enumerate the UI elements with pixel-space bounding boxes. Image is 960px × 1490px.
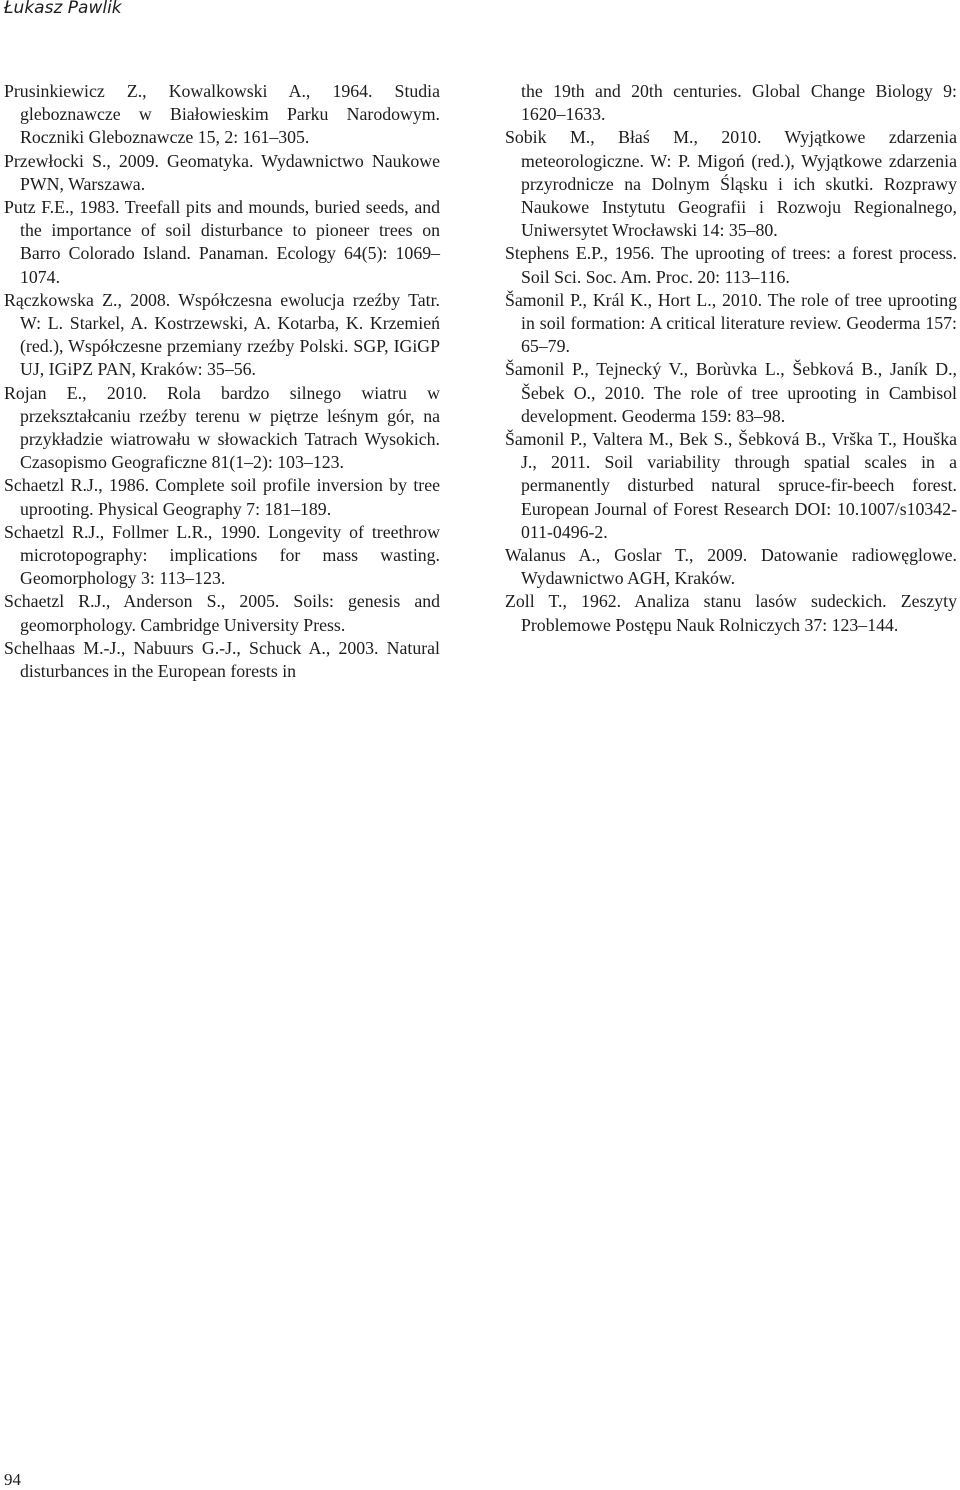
reference-entry: Sobik M., Błaś M., 2010. Wyjątkowe zdarzenia meteorologiczne. W: P. Migoń (red.), Wyjątkowe zdarzenia przyrodnicze na Dolnym Śląsku i ich skutki. Rozprawy Naukowe Instytutu Geografii i Rozwoju Regionalnego, Uniwersytet Wrocławski 14: 35–80. [505, 127, 957, 241]
reference-entry: Rojan E., 2010. Rola bardzo silnego wiatru w przekształcaniu rzeźby terenu w piętrze leśnym gór, na przykładzie wiatrowału w słowackich Tatrach Wysokich. Czasopismo Geograficzne 81(1–2): 103–123. [4, 382, 440, 473]
reference-entry: Walanus A., Goslar T., 2009. Datowanie radiowęglowe. Wydawnictwo AGH, Kraków. [505, 545, 957, 589]
reference-entry: Schaetzl R.J., Follmer L.R., 1990. Longevity of treethrow microtopography: implications for mass wasting. Geomorphology 3: 113–123. [4, 521, 440, 589]
reference-entry: Schaetzl R.J., 1986. Complete soil profile inversion by tree uprooting. Physical Geography 7: 181–189. [4, 475, 440, 519]
reference-entry: Šamonil P., Valtera M., Bek S., Šebková B., Vrška T., Houška J., 2011. Soil variability through spatial scales in a permanently disturbed natural spruce-fir-beech forest. European Journal of Forest Research DOI: 10.1007/s10342-011-0496-2. [505, 429, 957, 542]
reference-entry: Rączkowska Z., 2008. Współczesna ewolucja rzeźby Tatr. W: L. Starkel, A. Kostrzewski, A. Kotarba, K. Krzemień (red.), Współczesne przemiany rzeźby Polski. SGP, IGiGP UJ, IGiPZ PAN, Kraków: 35–56. [4, 289, 440, 380]
reference-entry: Stephens E.P., 1956. The uprooting of trees: a forest process. Soil Sci. Soc. Am. Proc. 20: 113–116. [505, 243, 957, 287]
reference-entry: Putz F.E., 1983. Treefall pits and mounds, buried seeds, and the importance of soil disturbance to pioneer trees on Barro Colorado Island. Panaman. Ecology 64(5): 1069–1074. [4, 197, 440, 287]
running-head-author: Łukasz Pawlik [4, 0, 122, 18]
references-column-left [4, 80, 440, 683]
reference-entry: Schaetzl R.J., Anderson S., 2005. Soils: genesis and geomorphology. Cambridge University Press. [4, 591, 440, 635]
references-column-right [505, 80, 957, 637]
reference-entry: Prusinkiewicz Z., Kowalkowski A., 1964. Studia gleboznawcze w Białowieskim Parku Narodowym. Roczniki Gleboznawcze 15, 2: 161–305. [4, 81, 440, 148]
reference-entry: Šamonil P., Tejnecký V., Borùvka L., Šebková B., Janík D., Šebek O., 2010. The role of tree uprooting in Cambisol development. Geoderma 159: 83–98. [505, 359, 957, 426]
reference-entry: Zoll T., 1962. Analiza stanu lasów sudeckich. Zeszyty Problemowe Postępu Nauk Rolniczych 37: 123–144. [505, 591, 957, 635]
reference-entry: Schelhaas M.-J., Nabuurs G.-J., Schuck A., 2003. Natural disturbances in the European forests in [4, 637, 440, 682]
reference-entry: Šamonil P., Král K., Hort L., 2010. The role of tree uprooting in soil formation: A critical literature review. Geoderma 157: 65–79. [505, 289, 957, 357]
page-number: 94 [4, 1470, 21, 1489]
reference-entry: Przewłocki S., 2009. Geomatyka. Wydawnictwo Naukowe PWN, Warszawa. [4, 150, 440, 194]
reference-continuation: the 19th and 20th centuries. Global Change Biology 9: 1620–1633. [521, 81, 957, 125]
